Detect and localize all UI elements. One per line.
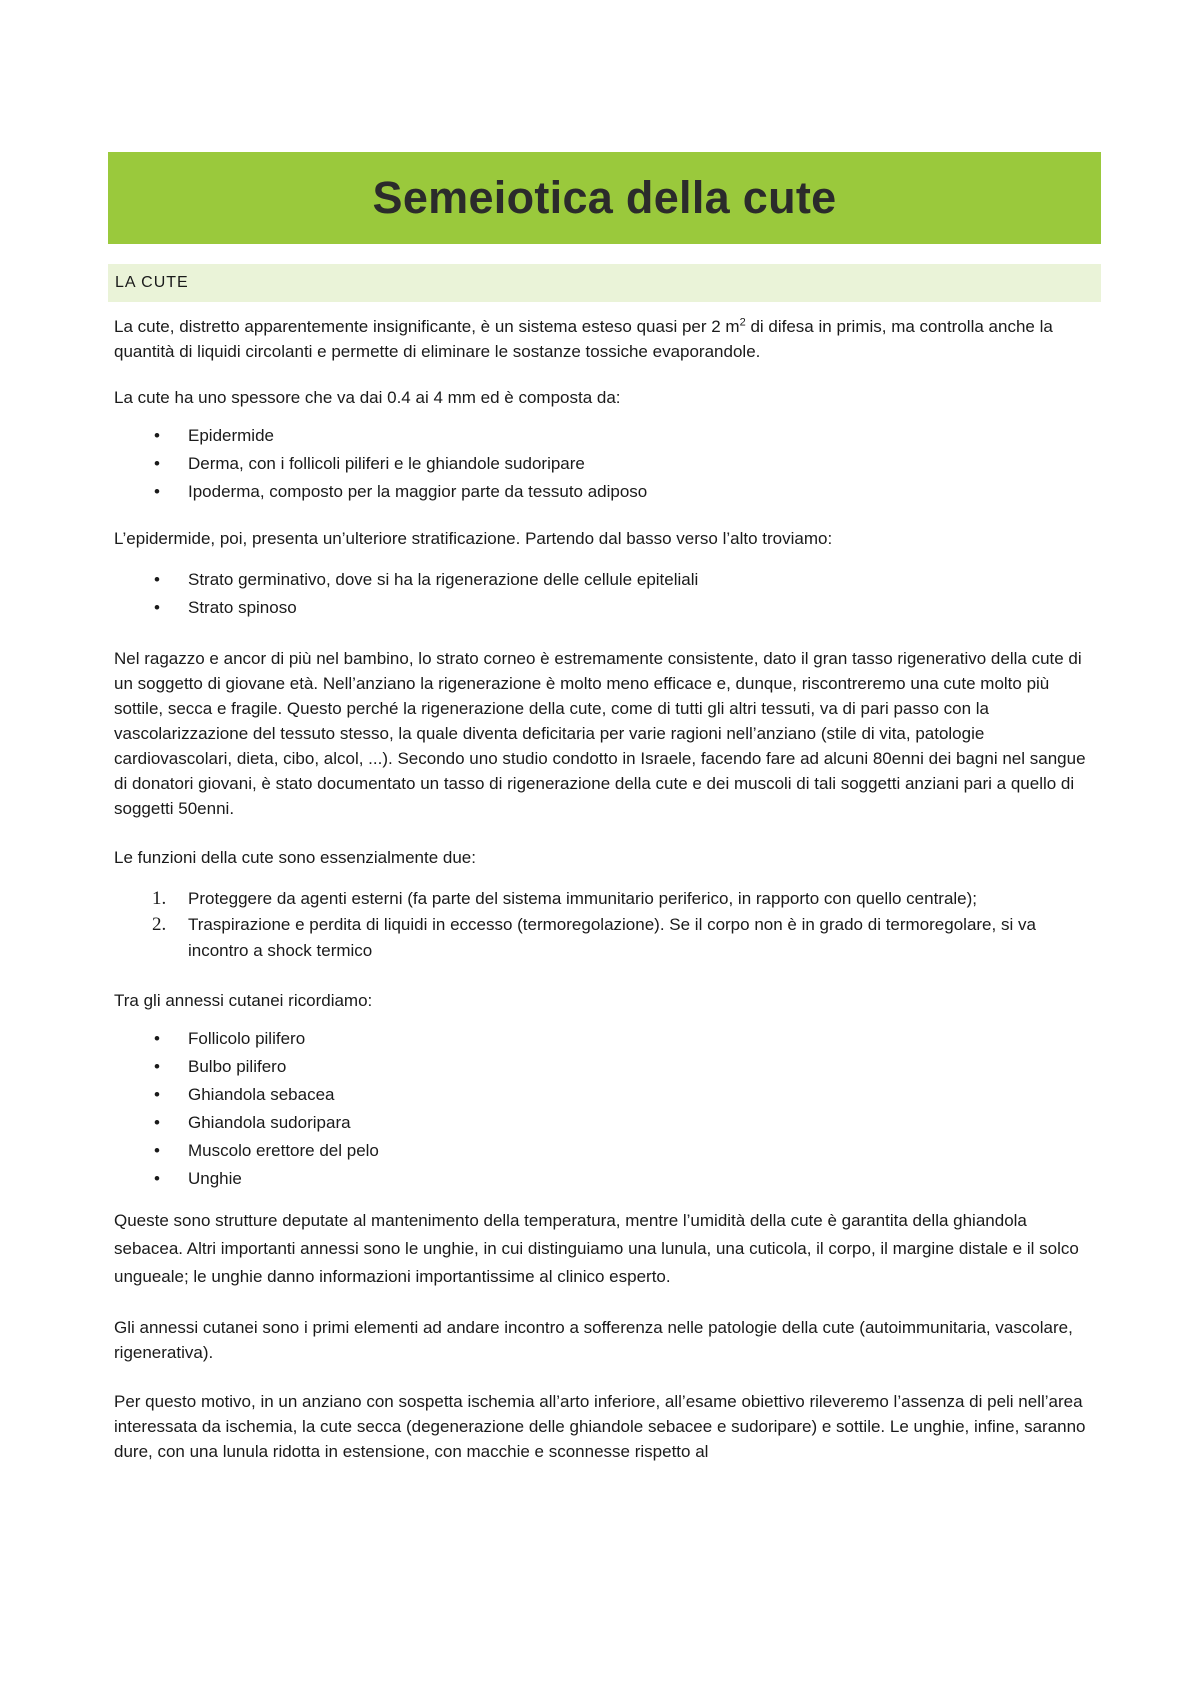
functions-list xyxy=(114,886,1099,964)
list-item: • Muscolo erettore del pelo xyxy=(114,1137,1099,1165)
title-banner xyxy=(108,152,1101,244)
paragraph-regeneration: Nel ragazzo e ancor di più nel bambino, lo strato corneo è estremamente consistente, dato il gran tasso rigenerativo della cute di un soggetto di giovane età. Nell’anziano la rigenerazione è molto meno efficace e, dunque, riscontreremo una cute molto più sottile, secca e fragile. Questo perché la rigenerazione della cute, come di tutti gli altri tessuti, va di pari passo con la vascolarizzazione del tessuto stesso, la quale diventa deficitaria per varie ragioni nell’anziano (stile di vita, patologie cardiovascolari, dieta, cibo, alcol, ...). Secondo uno studio condotto in Israele, facendo fare ad alcuni 80enni dei bagni nel sangue di donatori giovani, è stato documentato un tasso di rigenerazione della cute e dei muscoli di tali soggetti anziani pari a quello di soggetti 50enni. xyxy=(114,649,1086,818)
document-title: Semeiotica della cute xyxy=(372,172,837,223)
list-item: • Strato spinoso xyxy=(114,594,1099,622)
list-item: • Strato germinativo, dove si ha la rigenerazione delle cellule epiteliali xyxy=(114,566,1099,594)
list-item: • Follicolo pilifero xyxy=(114,1025,1099,1053)
paragraph-intro: La cute, distretto apparentemente insignificante, è un sistema esteso quasi per 2 $m^2$ di difesa in primis, ma controlla anche la quantità di liquidi circolanti e permette di eliminare le sostanze tossiche evaporandole. xyxy=(114,316,1053,361)
list-item: • Bulbo pilifero xyxy=(114,1053,1099,1081)
list-item: • Unghie xyxy=(114,1165,1099,1193)
paragraph-elderly: Per questo motivo, in un anziano con sospetta ischemia all’arto inferiore, all’esame obiettivo rileveremo l’assenza di peli nell’area interessata da ischemia, la cute secca (degenerazione delle ghiandole sebacee e sudoripare) e sottile. Le unghie, infine, saranno dure, con una lunula ridotta in estensione, con macchie e sconnesse rispetto al xyxy=(114,1392,1086,1461)
skin-layers-list xyxy=(114,422,1099,506)
document-body xyxy=(114,314,1099,1464)
list-item: 1. Proteggere da agenti esterni (fa parte del sistema immunitario periferico, in rapporto con quello centrale); xyxy=(114,886,1099,912)
epidermis-layers-list xyxy=(114,566,1099,622)
annexes-list xyxy=(114,1025,1099,1193)
list-item: • Ghiandola sudoripara xyxy=(114,1109,1099,1137)
paragraph-structures: Queste sono strutture deputate al mantenimento della temperatura, mentre l’umidità della cute è garantita della ghiandola sebacea. Altri importanti annessi sono le unghie, in cui distinguiamo una lunula, una cuticola, il corpo, il margine distale e il solco ungueale; le unghie danno informazioni importantissime al clinico esperto. xyxy=(114,1211,1079,1286)
list-item: • Ipoderma, composto per la maggior parte da tessuto adiposo xyxy=(114,478,1099,506)
paragraph-suffering: Gli annessi cutanei sono i primi elementi ad andare incontro a sofferenza nelle patologie della cute (autoimmunitaria, vascolare, rigenerativa). xyxy=(114,1318,1073,1362)
paragraph-functions: Le funzioni della cute sono essenzialmente due: xyxy=(114,848,476,867)
section-heading: LA CUTE xyxy=(115,274,189,291)
list-item: 2. Traspirazione e perdita di liquidi in eccesso (termoregolazione). Se il corpo non è in grado di termoregolare, si va incontro a shock termico xyxy=(152,914,1036,960)
section-banner xyxy=(108,264,1101,302)
paragraph-thickness: La cute ha uno spessore che va dai 0.4 ai 4 mm ed è composta da: xyxy=(114,388,621,407)
paragraph-epidermis: L’epidermide, poi, presenta un’ulteriore stratificazione. Partendo dal basso verso l’alto troviamo: xyxy=(114,529,833,548)
list-number: 2. xyxy=(152,914,167,935)
list-item: • Epidermide xyxy=(114,422,1099,450)
list-number: 1. xyxy=(152,888,167,909)
list-item: • Ghiandola sebacea xyxy=(114,1081,1099,1109)
list-item: • Derma, con i follicoli piliferi e le ghiandole sudoripare xyxy=(114,450,1099,478)
paragraph-annexes-intro: Tra gli annessi cutanei ricordiamo: xyxy=(114,991,373,1010)
